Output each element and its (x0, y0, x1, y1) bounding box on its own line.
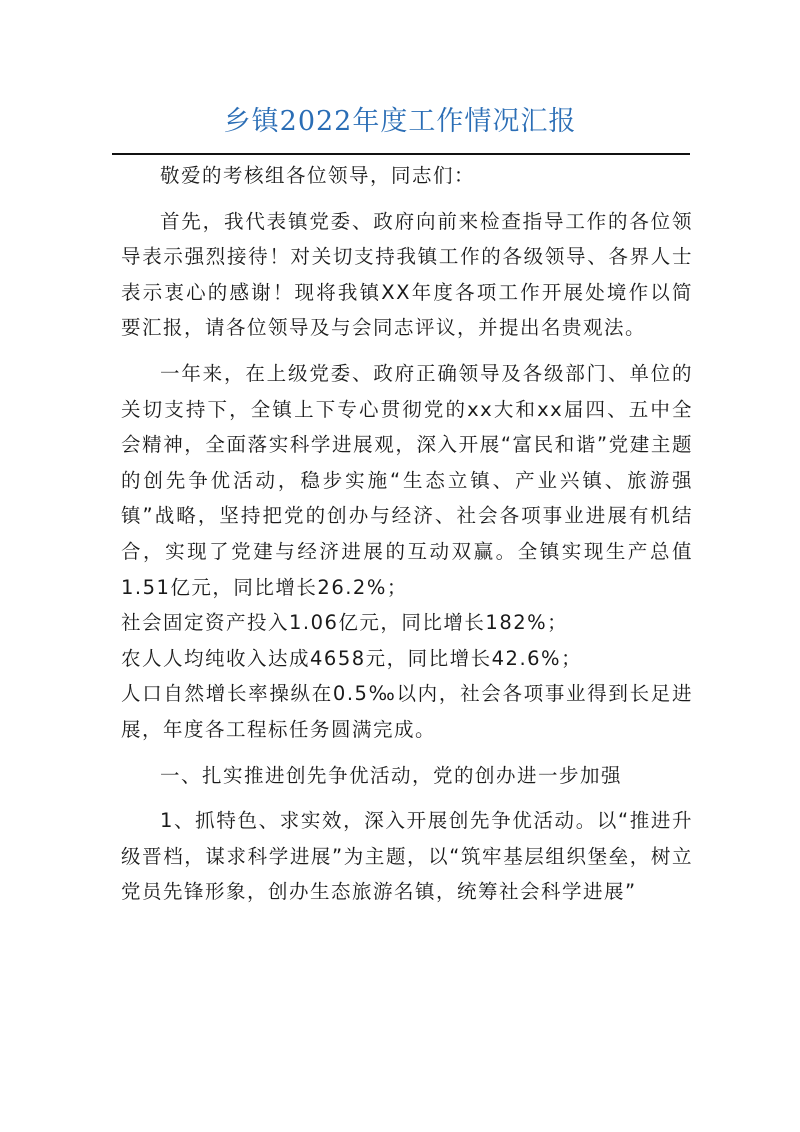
paragraph-opening: 首先，我代表镇党委、政府向前来检查指导工作的各位领导表示强烈接待！对关切支持我镇工作的各级领导、各界人士表示衷心的感谢！现将我镇XX年度各项工作开展处境作以简要汇报，请各位领导及与会同志评议，并提出名贵观法。 (121, 209, 693, 340)
page-title: 乡镇2022年度工作情况汇报 (223, 106, 577, 137)
title-divider (112, 153, 690, 155)
document-body (121, 158, 693, 910)
section-heading-1: 一、扎实推进创先争优活动，党的创办进一步加强 (160, 763, 623, 787)
paragraph-overview: 一年来，在上级党委、政府正确领导及各级部门、单位的关切支持下，全镇上下专心贯彻党的xx大和xx届四、五中全会精神，全面落实科学进展观，深入开展“富民和谐”党建主题的创先争优活动，稳步实施“生态立镇、产业兴镇、旅游强镇”战略，坚持把党的创办与经济、社会各项事业进展有机结合，实现了党建与经济进展的互动双赢。全镇实现生产总值1.51亿元，同比增长26.2%； (121, 361, 693, 599)
paragraph-farmer-income: 农人人均纯收入达成4658元，同比增长42.6%； (121, 646, 583, 670)
paragraph-greeting: 敬爱的考核组各位领导，同志们： (160, 164, 476, 187)
paragraph-population: 人口自然增长率操纵在0.5‰以内，社会各项事业得到长足进展，年度各工程标任务圆满完成。 (121, 682, 693, 741)
paragraph-fixed-assets: 社会固定资产投入1.06亿元，同比增长182%； (121, 611, 569, 635)
paragraph-item-1: 1、抓特色、求实效，深入开展创先争优活动。以“推进升级晋档，谋求科学进展”为主题，以“筑牢基层组织堡垒，树立党员先锋形象，创办生态旅游名镇，统筹社会科学进展” (121, 809, 693, 904)
